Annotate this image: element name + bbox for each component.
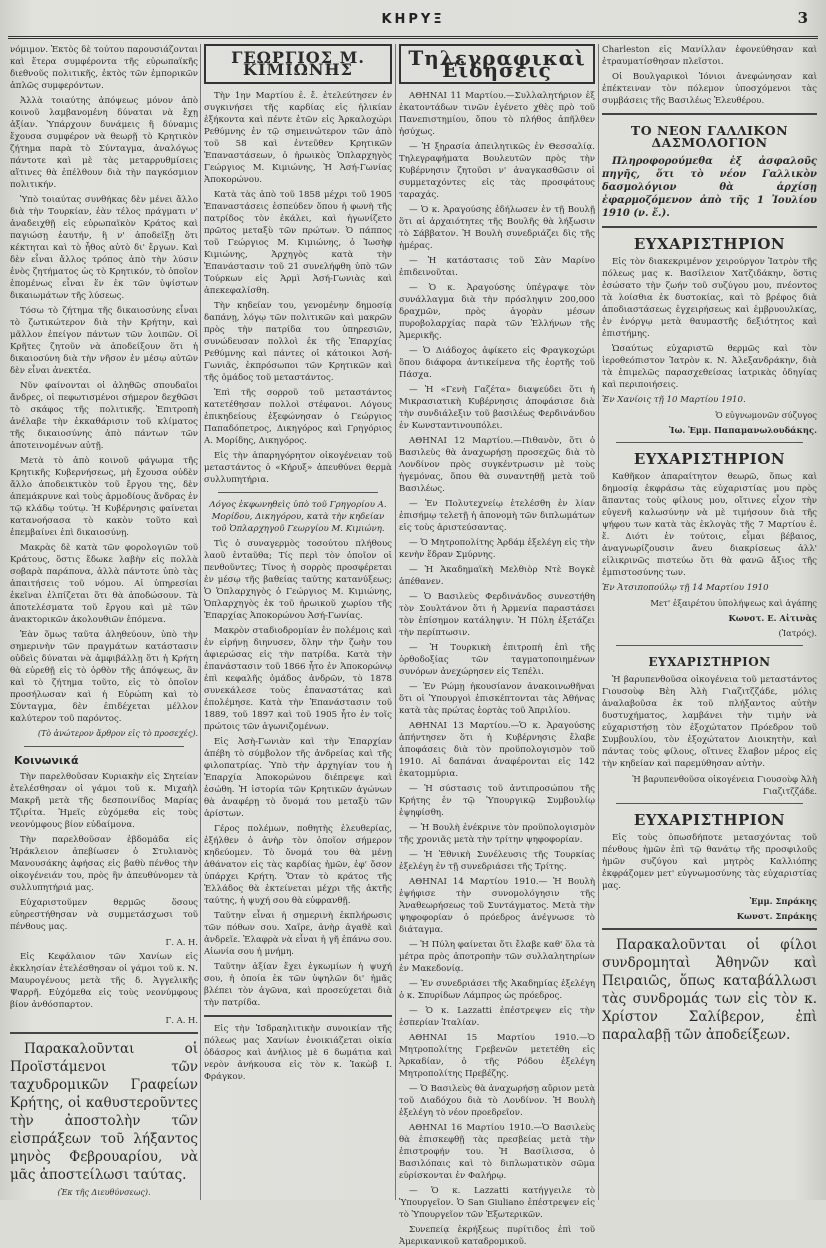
notice-source: (Ἐκ τῆς Διευθύνσεως). [57, 1188, 151, 1197]
speech-paragraph: Μακρὸν σταδιοδρομίαν ἐν πολέμοις καὶ ἐν εἰρήνῃ διηνυσεν, ὅλην τὴν ζωὴν του ἀφιερώσας εἰς τὴν πατρίδα. Κατὰ τὴν ἐπανάστασιν τοῦ 1866 ἦτο ἐν Ἀποκορώνῳ ἐπὶ κεφαλῆς ὁμάδος ἀνδρῶν, τὸ 1878 συνεκάλεσε τοὺς ἐπαναστάτας καὶ ἐπολέμησε. Κατὰ τὴν Ἐπανάστασιν τοῦ 1889, τοῦ 1897 καὶ τοῦ 1905 ἦτο ἐν τοῖς πρώτοις τῶν ἀγωνιζομένων. [204, 626, 392, 732]
dispatch-dateline: ΑΘΗΝΑΙ 13 Μαρτίου.—Ὁ κ. Ἀραγούσης ἀπήντησεν ὅτι ἡ Κυβέρνησις ἔλαβε ἀποφάσεις διὰ τὸν προϋπολογισμὸν τοῦ 1910. Αἱ δαπάναι ἀναφέρονται εἰς 142 ἑκατομμύρια. [399, 721, 595, 779]
thanks-heading: ΕΥΧΑΡΙΣΤΗΡΙΟΝ [633, 235, 786, 253]
page-number: 3 [797, 9, 808, 27]
thanks-signature-role: (Ἰατρός). [778, 628, 817, 638]
thanks-signature: Κωνστ. Ε. Αἰτινὰς [728, 613, 817, 623]
dispatch-item: — Ἡ «Γενὴ Γαζέτα» διαψεύδει ὅτι ἡ Μικρασιατικὴ Κυβέρνησις ἀποφάσισε διὰ τὴν συνδιάλεξιν τοῦ βασιλέως Φερδινάνδου ἐν Κωνσταντινουπόλει. [399, 385, 595, 431]
speech-paragraph: Ταῦτην εἶναι ἡ σημερινὴ ἐκπλήρωσις τῶν πόθων σου. Χαῖρε, ἀνὴρ ἀγαθὲ καὶ ἀνδρεῖε. Ἐλαφρὰ νὰ εἶναι ἡ γῆ ἐπάνω σου. Αἰωνία σου ἡ μνήμη. [204, 911, 392, 957]
dispatch-item: — Ὁ κ. Lazzatti ἐπέστρεψεν εἰς τὴν ἑσπερίαν Ἰταλίαν. [399, 1006, 595, 1028]
thanks-heading: ΕΥΧΑΡΙΣΤΗΡΙΟΝ [633, 811, 786, 829]
speech-paragraph: Γέρος πολέμων, ποθητὴς ἐλευθερίας, ἐξήλθεν ὁ ἀνὴρ τὸν ὁποῖον σήμερον κηδεύομεν. Τὸ ὄνομά του θὰ μένῃ ἀθάνατον εἰς τὰς καρδίας ἡμῶν, ἐφ' ὅσον ὑπάρχει Κρήτη. Ὅταν τὸ κράτος τῆς Ἑλλάδος θὰ ἐκτείνεται μέχρι τῆς ἀκτῆς ταύτης, ἡ ψυχή σου θὰ εὐφρανθῇ. [204, 824, 392, 906]
dispatch-item: — Ἡ Ἐθνικὴ Συνέλευσις τῆς Τουρκίας ἐξελέγη ἐν τῇ συνεδριάσει τῆς Τρίτης. [399, 850, 595, 872]
tariff-heading: ΤΟ ΝΕΟΝ ΓΑΛΛΙΚΟΝ ΔΑΣΜΟΛΟΓΙΟΝ [630, 123, 789, 150]
social-paragraph: Εὐχαριστοῦμεν θερμῶς ὅσους εὐηρεστήθησαν νὰ συμμετάσχωσι τοῦ πένθους μας. [10, 898, 198, 932]
social-signature: Γ. Α. Η. [165, 937, 198, 947]
thanks-place: Ἐν Χανίοις τῇ 10 Μαρτίου 1910. [602, 395, 746, 405]
divider [24, 746, 184, 747]
divider [616, 645, 803, 646]
thanks-signature: Ἡ βαρυπενθοῦσα οἰκογένεια Γιουσοὺφ Ἀλὴ Γιαζιτζζάδε. [632, 774, 817, 796]
thanks-place: Ἐν Ἀτσιποπούλῳ τῇ 14 Μαρτίου 1910 [602, 583, 769, 593]
telegraph-heading: Τηλεγραφικαὶ Εἰδήσεις [408, 46, 586, 82]
thanks-paragraph: Εἰς τοὺς ὁπωσδήποτε μετασχόντας τοῦ πένθους ἡμῶν ἐπὶ τῷ θανάτῳ τῆς προσφιλοῦς ἡμῶν συζύγου καὶ μητρὸς Καλλιόπης ἐκφράζομεν μετ' εὐγνωμοσύνης τὰς εὐχαριστίας μας. [602, 833, 817, 891]
dispatch-item: — Ἡ Βουλὴ ἐνέκρινε τὸν προϋπολογισμὸν τῆς χρονιᾶς μετὰ τὴν τρίτην ψηφοφορίαν. [399, 823, 595, 845]
article-paragraph: νόμιμον. Ἐκτὸς δὲ τούτου παρουσιάζονται καὶ ἕτερα συμφέροντα τῆς εὐρωπαϊκῆς διεθνοῦς πολιτικῆς, ἐκτὸς τῶν ἐμπορικῶν ἁπλῶς συμφερόντων. [10, 45, 198, 91]
article-paragraph: Τόσω τὸ ζήτημα τῆς δικαιοσύνης εἶναι τὸ ζωτικώτερον διὰ τὴν Κρήτην, καὶ μᾶλλον ἐπείγον πάντων τῶν λοιπῶν. Οἱ Κρῆτες ζητοῦν νὰ ἀποδείξουν ὅτι ἡ δικαιοσύνη διὰ τὴν νῆσον ἐν μέσῳ αὐτῶν δὲν εἶναι ἀνεκτέα. [10, 306, 198, 376]
thanks-heading: ΕΥΧΑΡΙΣΤΗΡΙΟΝ [648, 655, 771, 669]
column-divider [395, 44, 396, 1200]
dispatch-item: — Ἡ Ἀκαδημαϊκὴ Μελθιὸρ Ντὲ Βογκὲ ἀπέθανεν. [399, 565, 595, 587]
divider [204, 1015, 392, 1017]
obituary-heading-box [204, 44, 392, 84]
masthead [0, 6, 826, 34]
article-paragraph: Μακρὰς δὲ κατὰ τῶν φορολογιῶν τοῦ Κράτους, ὅστις ἔδωκε λαβὴν εἰς πολλὰ σοβαρὰ παράπονα, ἀλλὰ πάντοτε ὑπὸ τὰς ἀπαιτήσεις τοῦ νόμου. Αἱ ὑπηρεσίαι ἐκεῖναι ἐλπίζεται ὅτι θὰ ἀποδώσουν. Τὰ ἀποτελέσματα τοῦ ἔργου καὶ μὲ τῶν ἀνακτορικῶν ἀκολουθιῶν ἑπόμενα. [10, 543, 198, 625]
article-paragraph: Νῦν φαίνονται οἱ ἀληθῶς σπουδαῖοι ἄνδρες, οἱ πεφωτισμένοι σήμερον δεχθῶσι τὸ σκάφος τῆς πολιτικῆς. Ἐπιτροπὴ ἀνέλαβε τὴν ἐκκαθάρισιν τοῦ κλίματος τῆς δικαιοσύνης ἀπὸ πάντων τῶν ἀποτεινομένων αὐτῇ. [10, 381, 198, 451]
dispatch-item: — Ἡ Πύλη φαίνεται ὅτι ἔλαβε καθ' ὅλα τὰ μέτρα πρὸς ἀποτροπὴν τῶν συλλαλητηρίων ἐν Μακεδονίᾳ. [399, 940, 595, 974]
top-rule [8, 36, 818, 39]
dispatch-dateline: ΑΘΗΝΑΙ 14 Μαρτίου 1910.— Ἡ Βουλὴ ἐψήφισε τὴν συνομολόγησιν τῆς Ἀναθεωρήσεως τοῦ Συντάγματος. Μετὰ τὴν ψηφοφορίαν ὁ πρόεδρος ἀνέγνωσε τὸ διάταγμα. [399, 877, 595, 935]
divider [602, 226, 817, 228]
social-signature: Γ. Α. Η. [165, 1015, 198, 1025]
thanks-signature: Ἰω. Ἐμμ. Παπαμανωλουδάκης. [669, 425, 817, 435]
dispatch-item: — Ὁ Βασιλεὺς Φερδινάνδος συνεστήθη τὸν Σουλτάνον ὅτι ἡ Ἀρμενία παραστάσει τὸν ἐπίσημον κατάληψιν. Ἡ Πύλη ἐξετάζει τὴν περίπτωσιν. [399, 592, 595, 638]
thanks-signature-title: Ὁ εὐγνωμονῶν σύζυγος [715, 410, 817, 420]
article-paragraph: Μετὰ τὸ ἀπὸ κοινοῦ φάγωμα τῆς Κρητικῆς Κυβερνήσεως, μὴ ἔχουσα οὐδὲν ἄλλο ἀποδεικτικὸν τοῦ ἔργου της, δὲν ἀπεμάκρυνε καὶ τοὺς ἀρμοδίους ἄνδρας ἐν τῷ κλάδῳ τούτῳ. Ἡ Κυβέρνησις φαίνεται κατανοήσασα τὸ κακὸν τοῦτο καὶ ἐπεμβαίνει ἐπὶ δικαιοσύνῃ. [10, 456, 198, 538]
speech-paragraph: Τὶς ὁ συναγερμὸς τοσούτου πλήθους λαοῦ ἐνταῦθα; Τίς περὶ τὸν ὁποῖον οἱ πενθοῦντες; Τίνος ἡ σορρὸς προσφέρεται ἐν μέσῳ τῆς βαθείας ταύτης κατανύξεως; Ὁ Ὁπλαρχηγὸς ὁ Γεώργιος Μ. Κιμιώνης, Ὁπλαρχηγὸς ἐκ τοῦ ἡρωικοῦ χωρίου τῆς Ἐπαρχίας Ἀποκορώνου Ἀσή-Γωνίας. [204, 539, 392, 621]
divider [218, 492, 378, 493]
social-paragraph: Εἰς Κεφάλαιον τῶν Χανίων εἰς ἐκκλησίαν ἐτελέσθησαν οἱ γάμοι τοῦ κ. Ν. Μαυρογένους μετὰ τῆς δ. Ἀγγελικῆς Ψαρρῆ. Εὐχόμεθα εἰς τοὺς νεονύμφους βίον ἀνθόσπαρτον. [10, 952, 198, 1010]
article-paragraph: Ὑπὸ τοιαύτας συνθήκας δὲν μένει ἄλλο διὰ τὴν Τουρκίαν, ἐὰν τέλος πράγματι ν' ἀναδειχθῇ εἰς εὐρωπαϊκὸν Κράτος καὶ παγιώσῃ ἑαυτήν, ἢ ν' ἀποδεῖξῃ ὅτι κέκτηται καὶ τὸ ἦθος αὐτὸ δι' ἔργων. Καὶ δὲν εἶναι ἄλλος τρόπος ἀπὸ τὴν λύσιν ἑνὸς ζητήματος ὡς τὸ Κρητικόν, τὸ ὁποῖον ἑπομένως εἶναι ἕν ἐκ τῶν ὑψίστων δικαιωμάτων τῆς λύσεως. [10, 195, 198, 301]
dispatch-item: — Ἡ ξηρασία ἀπειλητικῶς ἐν Θεσσαλίᾳ. Τηλεγραφήματα Βουλευτῶν πρὸς τὴν Κυβέρνησιν ζητοῦσι ν' ἀναγκασθῶσιν οἱ συμμεταχόντες εἰς τὰς προσφάτους ταραχάς. [399, 142, 595, 200]
dispatch-item: — Ὁ Διάδοχος ἀφίκετο εἰς Φραγκοχώρι ὅπου διάφορα ἀντικείμενα τῆς ἑορτῆς τοῦ Πάσχα. [399, 346, 595, 380]
thanks-signature-title: Μετ' ἐξαιρέτου ὑπολήψεως καὶ ἀγάπης [650, 598, 817, 608]
dispatch-item: — Ἡ Τουρκικὴ ἐπιτροπὴ ἐπὶ τῆς ὀρθοδοξίας τῶν ταγματοποιημένων συνόρων ἀνεχώρησεν εἰς Τεπέλι. [399, 643, 595, 677]
obituary-paragraph: Τὴν 1ην Μαρτίου ἐ. ἔ. ἐτελεύτησεν ἐν συγκινήσει τῆς καρδίας εἰς ἡλικίαν ἑξήκοντα καὶ πέντε ἐτῶν εἰς Ἀρκαλοχώρι Ρεθύμνης ἐν τῷ σημεινώτερον τῶν ἀπὸ τοῦ 58 καὶ ἐντεῦθεν Κρητικῶν Ἐπαναστάσεων, ὁ ἡρωικὸς Ὁπλαρχηγὸς Γεώργιος Μ. Κιμιώνης, Ἠ Ἀσή-Γωνίας Ἀποκορώνου. [204, 91, 392, 185]
dispatch-dateline: ΑΘΗΝΑΙ 12 Μαρτίου.—Πιθανὸν, ὅτι ὁ Βασιλεὺς θὰ ἀναχωρήσῃ προσεχῶς διὰ τὸ Λονδίνον πρὸς συγκέντρωσιν μὲ τοὺς ἡγεμόνας, ὅπου θὰ συναντηθῇ μετὰ τοῦ Βασιλέως. [399, 436, 595, 494]
dispatch-item: — Ἡ σύστασις τοῦ ἀντιπροσώπου τῆς Κρήτης ἐν τῷ Ὑπουργικῷ Συμβουλίῳ ἐψηφίσθη. [399, 784, 595, 818]
thanks-paragraph: Εἰς τὸν διακεκριμένον χειρούργον Ἰατρὸν τῆς πόλεως μας κ. Βασίλειον Χατζιδάκην, ὅστις ἐσώσατο τὴν ζωήν τοῦ συζύγου μου, πνέοντος τὰ λοίσθια ἐκ δυστοκίας, καὶ τὸ βρέφος διὰ ἀποδιαστάσεως ἐγχειρήσεως καὶ ἐμβρυουλκίας, ἐν ἐνόργῳ μετὰ θαυμαστῆς δεξιότητος καὶ ἐπιστήμης. [602, 257, 817, 339]
obituary-heading: ΓΕΩΡΓΙΟΣ Μ. ΚΙΜΙΩΝΗΣ [231, 48, 365, 79]
divider [10, 1032, 198, 1034]
dispatch-dateline: ΑΘΗΝΑΙ 11 Μαρτίου.—Συλλαλητήριον ἐξ ἐκατοντάδων τινῶν ἐγένετο χθὲς πρὸ τοῦ Πανεπιστημίου, ὅπου τὸ πλήθος ἀπῆλθεν ἡσύχως. [399, 91, 595, 137]
dispatch-item: — Ἐν Πολυτεχνείῳ ἐτελέσθη ἐν λίαν ἐπισήμῳ τελετῇ ἡ ἀπονομὴ τῶν διπλωμάτων εἰς τοὺς ἀριστεύσαντας. [399, 499, 595, 533]
dispatch-item: — Ὁ Βασιλεὺς θὰ ἀναχωρήσῃ αὔριον μετὰ τοῦ Διαδόχου διὰ τὸ Λονδίνον. Ἡ Βουλὴ ἐξελέγη τὸ νέον προεδρεῖον. [399, 1084, 595, 1118]
dispatch-item: — Ὁ κ. Ἀραγούσης ὑπέγραψε τὸν συνάλλαγμα διὰ τὴν πρόσληψιν 200,000 δραχμῶν, πρὸς ἀγορὰν μέσων πυροβολαρχίας παρὰ τῶν Ἑλλήνων τῆς Ἀμερικῆς. [399, 283, 595, 341]
obituary-paragraph: Τὴν κηδείαν του, γενομένην δημοσίᾳ δαπάνῃ, λόγῳ τῶν πολιτικῶν καὶ μακρῶν πρὸς τὴν πατρίδα του ὑπηρεσιῶν, συνώδευσαν πολλοὶ ἐκ τῆς Ἐπαρχίας Ρεθύμνης καὶ πάντες οἱ κάτοικοι Ἀσή-Γωνιᾶς, ἐκπρόσωποι τῶν Κρητικῶν καὶ τῆς ὁμάδος τοῦ μεταστάντος. [204, 301, 392, 383]
dispatch-item: — Ἡ κατάστασις τοῦ Σὰν Μαρίνο ἐπιδεινοῦται. [399, 256, 595, 278]
column-4 [602, 44, 817, 1200]
thanks-signature: Ἐμμ. Σπράκης [749, 896, 817, 906]
dispatch-item: — Ὁ κ. Ἀραγούσης ἐδήλωσεν ἐν τῇ Βουλῇ ὅτι αἱ ἀρχαιότητες τῆς Βουλῆς θὰ λήξωσιν τὸ Σάββατον. Ἡ Βουλὴ συνεδριάζει δὶς τῆς ἡμέρας. [399, 205, 595, 251]
column-3 [399, 44, 595, 1247]
column-1 [10, 44, 198, 1200]
divider [602, 113, 817, 115]
divider [616, 803, 803, 804]
social-paragraph: Τὴν παρελθοῦσαν ἑβδομάδα εἰς Ἡράκλειον ἀπεβίωσεν ὁ Στυλιανὸς Μανουσάκης ἀφήσας εἰς βαθὺ πένθος τὴν οἰκογένειάν του, πρὸς ἣν ἀπευθύνομεν τὰ συλλυπητήριά μας. [10, 835, 198, 893]
divider [602, 928, 817, 930]
obituary-paragraph: Κατὰ τὰς ἀπὸ τοῦ 1858 μέχρι τοῦ 1905 Ἐπαναστάσεις ἐσπεύδεν ὅπου ἡ φωνὴ τῆς πατρίδος τὸν ἐκάλει, καὶ ἠγωνίζετο πρῶτος μεταξὺ τῶν πρώτων. Ὁ πάππος τοῦ Γεώργιος Μ. Κιμιώνης, ὁ Ἰωσὴφ Κιμιώνης, Ἀρχηγὸς κατὰ τὴν Ἐπανάστασιν τοῦ 21 συνελήφθη ὑπὸ τῶν Τούρκων εἰς Ἀρμὶ Ἀσή-Γωνιὰς καὶ ἀπεκεφαλίσθη. [204, 190, 392, 296]
thanks-paragraph: Καθῆκον ἀπαραίτητον θεωρῶ, ὅπως καὶ δημοσίᾳ ἐκφράσω τὰς εὐχαριστίας μου πρὸς ἅπαντας τοὺς φίλους μου, οἵτινες εἶχον τὴν εὐγενῆ καλωσύνην νὰ μὲ τιμήσουν διὰ τῆς ψήφου των κατὰ τὰς ἐκλογὰς τῆς 7 Μαρτίου ἐ. ἔ. Διότι ἐν τούτοις, εἶμαι βέβαιος, ἀναγνωρίζουσιν ἄνευ διακρίσεως ἀλλ' εἰλικρινῶς πιστεύω ὅτι θὰ φανῶ ἄξιος τῆς ἐμπιστοσύνης των. [602, 472, 817, 578]
article-paragraph: Ἀλλὰ τοιαύτης ἀπόψεως μόνον ἀπὸ κοινοῦ λαμβανομένη δύναται νὰ ἔχῃ ἀξίαν. Ὑπάρχουν δυνάμεις ἢ δύναμις ἔχουσα συμφέρον νὰ θεωρῇ τὸ Κρητικὸν ζήτημα παρὰ τὸ Σύνταγμα, ἀναλόγως πάντοτε καὶ μὲ τὰς μεταρρυθμίσεις αἵτινες θὰ ἐπέλθουν διὰ τὴν παγκόσμιον πολιτικήν. [10, 96, 198, 190]
social-paragraph: Τὴν παρελθοῦσαν Κυριακὴν εἰς Σητείαν ἐτελέσθησαν οἱ γάμοι τοῦ κ. Μιχαὴλ Μακρῆ μετὰ τῆς δεσποινίδος Μαρίας Τζιρίτα. Ἡμεῖς εὐχόμεθα εἰς τοὺς νεονύμφους βίον εὐδαίμονα. [10, 772, 198, 830]
thanks-paragraph: Ὡσαύτως εὐχαριστῶ θερμῶς καὶ τὸν ἱεροθεόπιστον Ἰατρὸν κ. Ν. Ἀλεξανδράκην, διὰ τὰ ἐπιμελῶς παρασχεθείσας ἰατρικὰς ὁδηγίας καὶ περιποιήσεις. [602, 344, 817, 390]
speech-paragraph: Εἰς Ἀσὴ-Γωνιὰν καὶ τὴν Ἐπαρχίαν ἀπέβη τὸ σύμβολον τῆς ἀνδρείας καὶ τῆς φιλοπατρίας. Ὑπὸ τὴν ἀρχηγίαν του ἡ Ἐπαρχία Ἀποκορώνου διέπρεψε καὶ ἐσώθη. Ἡ ἱστορία τῶν Κρητικῶν ἀγώνων θὰ ἀναφέρῃ τὸ ὄνομά του μεταξὺ τῶν ἀρίστων. [204, 737, 392, 819]
social-heading: Κοινωνικά [14, 754, 79, 767]
dispatch-item: — Ὁ Μητροπολίτης Ἀρδάμ ἐξελέγη εἰς τὴν κενὴν ἕδραν Σμύρνης. [399, 538, 595, 560]
dispatch-item: — Ὁ κ. Lazzatti κατήγγειλε τὸ Ὑπουργεῖον. Ὁ San Giuliano ἐπέστρεψεν εἰς τὸ Ὑπουργεῖον τῶν Ἐξωτερικῶν. [399, 1186, 595, 1220]
article-paragraph: Ἐὰν ὅμως ταῦτα ἀληθεύουν, ὑπὸ τὴν σημερινὴν τῶν πραγμάτων κατάστασιν οὐδεὶς δύναται νὰ ἀμφιβάλλῃ ὅτι ἡ Κρήτη θὰ εὑρεθῇ εἰς τὸ ὀρθὸν τῆς ἀπόψεως, ἂν καὶ τὸ ζήτημα τοῦτο, εἰς τὸ ὁποῖον προσήλωσαν καὶ ἡ Εὐρώπη καὶ τὸ Σύνταγμα, δὲν ἐπιδέχεται μέλλον καλύτερον τοῦ παρόντος. [10, 630, 198, 724]
obituary-paragraph: Ἐπὶ τῆς σορροῦ τοῦ μεταστάντος κατετέθησαν πολλοὶ στέφανοι. Λόγους ἐπικηδείους ἐξεφώνησαν ὁ Γεώργιος Παπαδόπετρος, Δικηγόρος καὶ Γρηγόριος Α. Μορίδης, Δικηγόρος. [204, 388, 392, 446]
thanks-signature: Κωνστ. Σπράκης [736, 911, 817, 921]
dispatch-item: — Ἐν συνεδριάσει τῆς Ἀκαδημίας ἐξελέγη ὁ κ. Σπυρίδων Λάμπρος ὡς πρόεδρος. [399, 979, 595, 1001]
dispatch-dateline: ΑΘΗΝΑΙ 15 Μαρτίου 1910.—Ὁ Μητροπολίτης Γρεβενῶν μετετέθη εἰς Ἀρκαδίαν, ὁ τῆς Ρόδου ἐξελέγη Μητροπολίτης Πρεβέζης. [399, 1033, 595, 1079]
newspaper-title: ΚΗΡΥΞ [381, 12, 445, 27]
column-2 [204, 44, 392, 1200]
tariff-text: Πληροφορούμεθα ἐξ ἀσφαλοῦς πηγῆς, ὅτι τὸ νέον Γαλλικὸν δασμολόγιον θὰ ἀρχίσῃ ἐφαρμοζόμενον ἀπὸ τῆς 1 Ἰουλίου 1910 (ν. ἔ.). [602, 156, 817, 219]
obituary-paragraph: Εἰς τὴν ἀπαρηγόρητον οἰκογένειαν τοῦ μεταστάντος ὁ «Κήρυξ» ἀπευθύνει θερμὰ συλλυπητήρια. [204, 451, 392, 485]
article-source: (Τὸ ἀνώτερον ἄρθρον εἰς τὸ προσεχές). [37, 729, 198, 738]
speech-intro: Λόγος ἐκφωνηθεὶς ὑπὸ τοῦ Γρηγορίου Α. Μορίδου, Δικηγόρου, κατὰ τὴν κηδείαν τοῦ Ὁπλαρχηγοῦ Γεωργίου Μ. Κιμιώνη. [209, 500, 387, 534]
dispatch-continuation: Charleston εἰς Μανίλλαν ἐφονεύθησαν καὶ ἐτραυματίσθησαν πλεῖστοι. [602, 45, 817, 67]
dispatch-item: — Ἐν Ρώμῃ ἠκουσίανον ἀνακοινωθῆναι ὅτι οἱ Ὑπουργοὶ ἐπισκέπτονται τὰς Ἀθήνας κατὰ τὰς πρώτας ἑορτὰς τοῦ Ἀπριλίου. [399, 682, 595, 716]
subscribers-notice: Παρακαλοῦνται οἱ φίλοι συνδρομηταὶ Ἀθηνῶν καὶ Πειραιῶς, ὅπως καταβάλλωσι τὰς συνδρομάς των εἰς τὸν κ. Χρίστον Σαλίβερον, ἐπὶ παραλαβῇ τῶν ἀποδείξεων. [602, 937, 817, 1043]
dispatch-dateline: ΑΘΗΝΑΙ 16 Μαρτίου 1910.—Ὁ Βασιλεὺς θὰ ἐπισκεφθῇ τὰς πρεσβείας μετὰ τὴν ἐπιστροφήν του. Ἡ Βασίλισσα, ὁ Βασιλόπαις καὶ τὸ διπλωματικὸν σῶμα εὑρίσκονται ἐν Φαλήρῳ. [399, 1123, 595, 1181]
notice-text: Παρακαλοῦνται οἱ Προϊστάμενοι τῶν ταχυδρομικῶν Γραφείων Κρήτης, οἱ καθυστεροῦντες τὴν ἀποστολὴν τῶν εἰσπράξεων τοῦ λήξαντος μηνὸς Φεβρουαρίου, νὰ μᾶς ἀποστείλωσι ταύτας. [10, 1041, 198, 1183]
thanks-heading: ΕΥΧΑΡΙΣΤΗΡΙΟΝ [633, 450, 786, 468]
classified-ad: Εἰς τὴν Ἰσδραηλιτικὴν συνοικίαν τῆς πόλεως μας Χανίων ἐνοικιάζεται οἰκία ὀδάσρος καὶ ἀνήλιος μὲ 6 δωμάτια καὶ νερὸν ἀνήκουσα εἰς τὸν κ. Ἰακὼβ Ι. Φράγκον. [204, 1024, 392, 1082]
column-divider [200, 44, 201, 1200]
dispatch-item: Συνεπείᾳ ἐκρήξεως πυρίτιδος ἐπὶ τοῦ Ἀμερικανικοῦ καταδρομικοῦ. [399, 1225, 595, 1247]
thanks-paragraph: Ἡ βαρυπενθοῦσα οἰκογένεια τοῦ μεταστάντος Γιουσοὺφ Βὲη Ἀλὴ Γιαζιτζζάδε, μόλις ἀναλαβοῦσα ἐκ τοῦ πλήξαντος αὐτὴν δυστυχήματος, λαμβάνει τὴν τιμὴν νὰ εὐχαριστήσῃ τὸν ἐξοχώτατον Πρόεδρον τοῦ Συμβουλίου, τὸν ἐξοχώτατον Διοικητὴν, καὶ πάντας τοὺς φίλους, οἵτινες ἔλαβον μέρος εἰς τὴν κηδείαν καὶ παρεμύθησαν αὐτὴν. [602, 675, 817, 769]
telegraph-heading-box [399, 44, 595, 84]
speech-paragraph: Ταῦτην ἀξίαν ἔχει ἐγκωμίων ἡ ψυχή σου, ἡ ὁποία ἐκ τῶν ὑψηλῶν δι' ἡμᾶς βλέπει τὸν ἀγῶνα, καὶ προσεύχεται διὰ τὴν πατρίδα. [204, 962, 392, 1008]
divider [616, 442, 803, 443]
dispatch-continuation: Οἱ Βουλγαρικοὶ Ἰόνιοι ἀνεφώνησαν καὶ ἐπέκτειναν τὸν πόλεμον ὑποσχόμενοι τὰς συμβάσεις τῆς Βασιλέως Ἐλευθέρου. [602, 72, 817, 106]
column-divider [598, 44, 599, 1200]
